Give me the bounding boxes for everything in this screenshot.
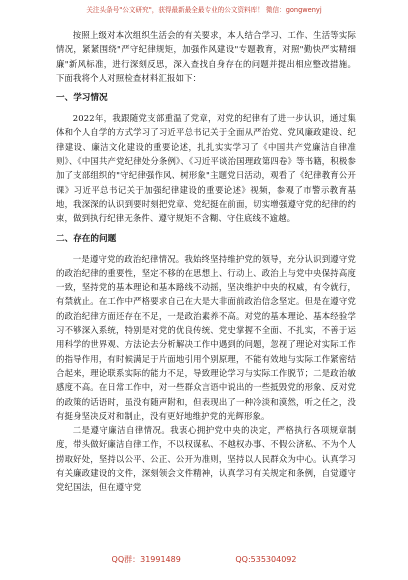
footer-qq-number: QQ:535304092 [235, 555, 297, 564]
intro-paragraph: 按照上级对本次组织生活会的有关要求，本人结合学习、工作、生活等实际情况，紧紧围绕"严守纪律规矩，加强作风建设"专题教育，对照"勤快严实精细廉"新风标准，进行深刻反思，深入查找自身存在的问题并提出相应整改措施。下面我将个人对照检查材料汇报如下： [56, 30, 356, 83]
study-paragraph: 2022年，我跟随党支部重温了党章，对党的纪律有了进一步认识，通过集体和个人自学的方式学习了习近平总书记关于全面从严治党、党风廉政建设、纪律建设、廉洁文化建设的重要论述，扎扎实实学习了《中国共产党廉洁自律准则》、《中国共产党纪律处分条例》、《习近平谈治国理政第四卷》等书籍，积极参加了支部组织的"守纪律强作风、树形象"主题党日活动，观看了《纪律教育公开课》习近平总书记关于加强纪律建设的重要论述》视频，参观了市警示教育基地，我深深的认识到要时刻把党章、党纪挺在前面，切实增强遵守党的纪律的约束，做到执行纪律无条件、遵守规矩不含糊、守住底线不逾越。 [56, 113, 356, 224]
footer-qq-group: QQ群：31991489 [111, 555, 181, 564]
section-heading-study: 一、学习情况 [56, 93, 108, 104]
header-banner: 关注头条号"公文研究"，获得最新最全最专业的公文资料库！ 微信：gongwenyj [86, 6, 322, 14]
problem-paragraph-political: 一是遵守党的政治纪律情况。我始终坚持维护党的领导，充分认识到遵守党的政治纪律的重要性，坚定不移的在思想上、行动上、政治上与党中央保持高度一致，坚持党的基本理论和基本路线不动摇，坚决维护中央的权威，有令就行，有禁就止。在工作中严格要求自己在大是大非面前政治信念坚定。但是在遵守党的政治纪律方面还存在不足，一是政治素养不高。对党的基本理论、基本经验学习不够深入系统，特别是对党的优良传统、党史掌握不全面、不扎实，不善于运用科学的世界观、方法论去分析解决工作中遇到的问题，忽视了理论对实际工作的指导作用，有时候满足于片面地引用个别原理，不能有效地与实际工作紧密结合起来，理论联系实际的能力不足，导致理论学习与实际工作脱节；二是政治敏感度不高。在日常工作中，对一些群众言语中说出的一些抵毁党的形象、反对党的政策的话语时，虽没有随声附和，但表现出了一种冷淡和漠然，听之任之，没有挺身坚决反对和制止，没有更好地维护党的光辉形象。 [56, 253, 356, 421]
footer-contact [0, 554, 408, 565]
problem-paragraph-integrity: 二是遵守廉洁自律情况。我衷心拥护党中央的决定，严格执行各项规章制度，带头做好廉洁自律工作，不以权谋私、不越权办事、不假公济私、不为个人捞取好处，坚持以公平、公正、公开为准则，坚持以人民群众为中心。认真学习有关廉政建设的文件，深刻领会文件精神，认真学习有关规定和条例，自觉遵守党纪国法，但在遵守党 [56, 425, 356, 493]
section-heading-problems: 二、存在的问题 [56, 233, 117, 244]
document-body [56, 28, 356, 495]
